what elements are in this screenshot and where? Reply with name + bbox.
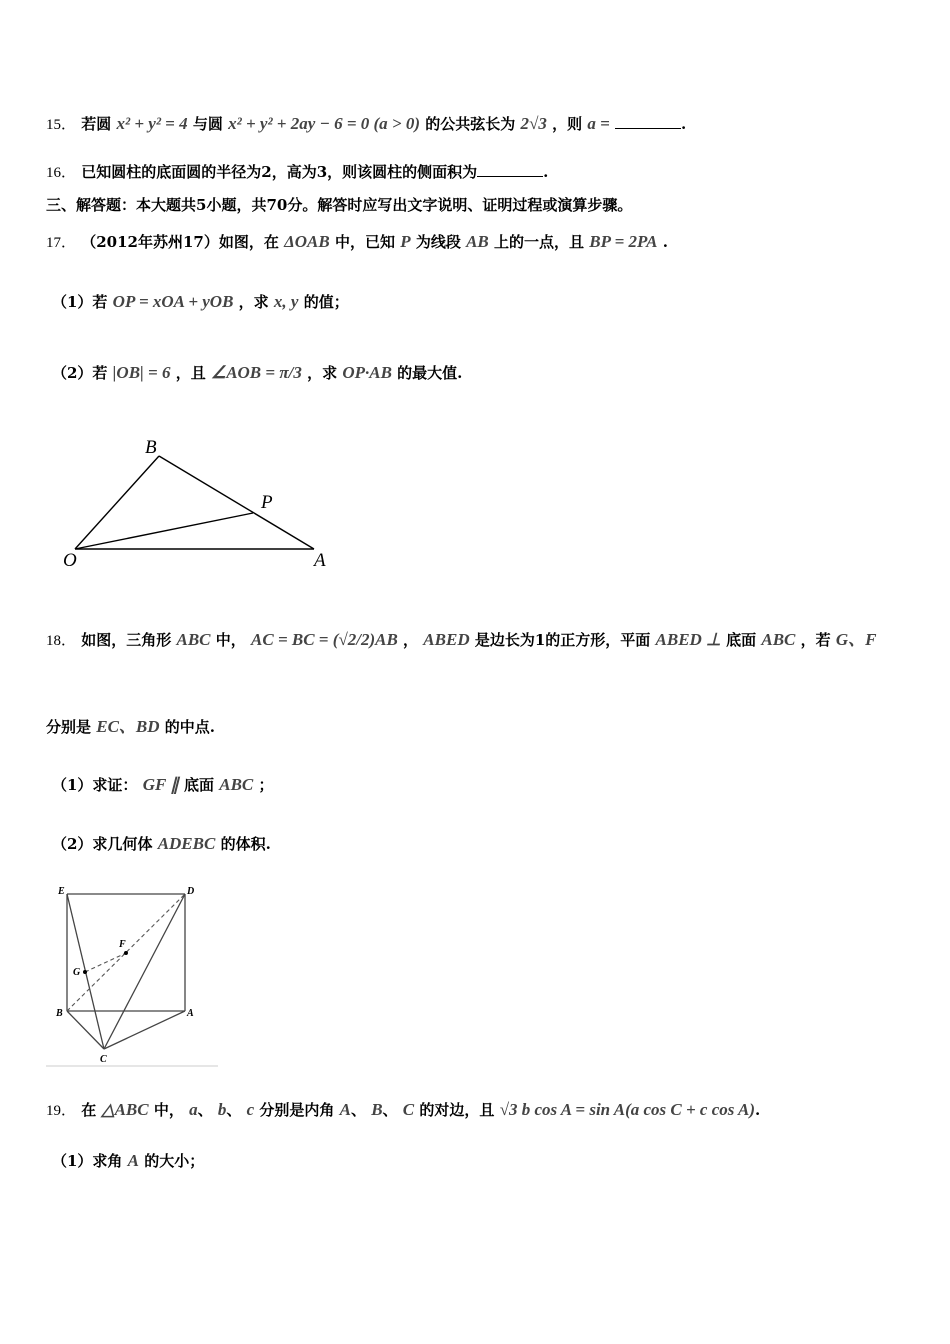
q17-condition: BP = 2PA xyxy=(589,232,658,251)
label-f: F xyxy=(119,939,126,950)
q18-number: 18． xyxy=(46,633,77,649)
q19-sep-4: 、 xyxy=(382,1101,398,1119)
q18-part-1-mid: 底面 xyxy=(183,776,214,794)
q19-end: . xyxy=(755,1101,761,1119)
point-f xyxy=(124,951,128,955)
q18-condition: AC = BC = (√2/2)AB xyxy=(251,630,398,649)
q17-part-2-dot-product: OP·AB xyxy=(342,363,392,382)
question-15 xyxy=(46,112,686,137)
q19-text-2: 中， xyxy=(153,1101,184,1119)
q19-side-c: c xyxy=(246,1100,255,1119)
q18-text-5: 底面 xyxy=(726,631,757,649)
label-p: P xyxy=(261,492,273,513)
q18-part-1-abc: ABC xyxy=(219,775,254,794)
q18-perp: ABED ⊥ xyxy=(655,630,721,649)
q17-source: （2012年苏州17）如图，在 xyxy=(81,233,279,251)
q15-text-3: 的公共弦长为 xyxy=(425,115,516,133)
q17-segment-ab: AB xyxy=(466,232,489,251)
question-16 xyxy=(46,160,548,185)
q17-figure xyxy=(55,430,345,575)
q17-part-2-angle: ∠AOB = π/3 xyxy=(210,363,302,382)
q19-side-b: b xyxy=(217,1100,227,1119)
q19-number: 19． xyxy=(46,1103,77,1119)
q17-number: 17． xyxy=(46,235,77,251)
q18-line-2-prefix: 分别是 xyxy=(46,718,92,736)
q17-part-2-mid: ，且 xyxy=(175,364,206,382)
q17-part-1-prefix: （1）若 xyxy=(52,293,108,311)
q19-side-a: a xyxy=(189,1100,198,1119)
q15-circle-2-equation: x² + y² + 2ay − 6 = 0 (a > 0) xyxy=(228,114,421,133)
q17-part-2-end: 的最大值. xyxy=(397,364,463,382)
q17-part-1-equation: OP = xOA + yOB xyxy=(112,292,234,311)
q18-part-1-gf: GF ∥ xyxy=(142,775,179,794)
q18-line-2-end: 的中点. xyxy=(164,718,216,736)
q19-sep-1: 、 xyxy=(197,1101,213,1119)
question-18 xyxy=(46,628,877,653)
q15-text-1: 若圆 xyxy=(81,115,112,133)
q16-answer-blank[interactable] xyxy=(477,162,543,177)
q17-text-1: 中，已知 xyxy=(334,233,395,251)
q18-part-2-solid: ADEBC xyxy=(157,834,216,853)
label-e: E xyxy=(58,886,65,897)
q17-part-2-mid-2: ，求 xyxy=(307,364,338,382)
q17-part-2-prefix: （2）若 xyxy=(52,364,108,382)
q18-part-2-prefix: （2）求几何体 xyxy=(52,835,153,853)
q18-square: ABED xyxy=(423,630,470,649)
edge-ba xyxy=(159,456,314,549)
q15-chord-length: 2√3 xyxy=(520,114,547,133)
q19-text-3: 分别是内角 xyxy=(259,1101,335,1119)
q18-text-1: 如图，三角形 xyxy=(81,631,172,649)
q17-part-2-norm: |OB| = 6 xyxy=(112,363,171,382)
q15-text-2: 与圆 xyxy=(192,115,223,133)
question-17 xyxy=(46,230,668,255)
q18-points-gf: G、F xyxy=(835,630,877,649)
q15-answer-blank[interactable] xyxy=(615,114,681,129)
q15-end: . xyxy=(681,115,687,133)
q19-text-1: 在 xyxy=(81,1101,97,1119)
q17-part-1-vars: x, y xyxy=(273,292,299,311)
q18-text-2: 中， xyxy=(215,631,246,649)
point-g xyxy=(83,970,87,974)
q17-part-1-mid: ，求 xyxy=(238,293,269,311)
q15-variable: a = xyxy=(587,114,610,133)
label-g: G xyxy=(73,967,81,978)
q19-part-1-prefix: （1）求角 xyxy=(52,1152,123,1170)
figure-frame xyxy=(46,882,218,1067)
label-a: A xyxy=(187,1008,194,1019)
q19-angle-b: B xyxy=(371,1100,383,1119)
q18-part-2-end: 的体积. xyxy=(220,835,271,853)
label-o: O xyxy=(63,550,77,571)
q18-text-6: ，若 xyxy=(800,631,831,649)
label-a: A xyxy=(314,550,326,571)
q18-text-3: ， xyxy=(403,631,419,649)
q17-text-2: 为线段 xyxy=(415,233,461,251)
q17-part-2 xyxy=(52,361,462,385)
q18-part-1 xyxy=(52,773,274,797)
label-c: C xyxy=(100,1054,107,1065)
q15-circle-1-equation: x² + y² = 4 xyxy=(116,114,188,133)
label-b: B xyxy=(56,1008,63,1019)
q18-segments: EC、BD xyxy=(96,717,160,736)
section-3-heading: 三、解答题：本大题共5小题，共70分。解答时应写出文字说明、证明过程或演算步骤。 xyxy=(46,196,633,214)
q18-text-4: 是边长为1的正方形，平面 xyxy=(474,631,651,649)
label-b: B xyxy=(145,437,157,458)
q15-text-4: ，则 xyxy=(552,115,583,133)
q19-sep-2: 、 xyxy=(226,1101,242,1119)
q19-triangle: △ABC xyxy=(101,1100,149,1119)
question-19 xyxy=(46,1098,760,1123)
q18-triangle: ABC xyxy=(176,630,211,649)
q19-angle-c: C xyxy=(402,1100,415,1119)
q18-base: ABC xyxy=(761,630,796,649)
q17-part-1 xyxy=(52,290,349,314)
q19-angle-a: A xyxy=(339,1100,351,1119)
label-d: D xyxy=(187,886,195,897)
q18-part-1-prefix: （1）求证： xyxy=(52,776,138,794)
q19-text-4: 的对边，且 xyxy=(419,1101,495,1119)
q16-text: 已知圆柱的底面圆的半径为2，高为3，则该圆柱的侧面积为 xyxy=(81,163,478,181)
q19-part-1 xyxy=(52,1149,204,1173)
q19-part-1-angle: A xyxy=(127,1151,140,1170)
q17-text-3: 上的一点，且 xyxy=(494,233,585,251)
q19-sep-3: 、 xyxy=(350,1101,366,1119)
q18-line-2 xyxy=(46,715,215,739)
q19-equation: √3 b cos A = sin A(a cos C + c cos A) xyxy=(499,1100,755,1119)
q18-part-2 xyxy=(52,832,271,856)
q18-figure xyxy=(46,882,218,1068)
q17-point-p: P xyxy=(400,232,411,251)
q15-number: 15． xyxy=(46,117,77,133)
q16-number: 16． xyxy=(46,165,77,181)
q17-end: . xyxy=(662,233,668,251)
q16-end: . xyxy=(543,163,549,181)
q17-part-1-end: 的值； xyxy=(303,293,349,311)
q17-triangle: ΔOAB xyxy=(284,232,330,251)
q19-part-1-end: 的大小； xyxy=(144,1152,205,1170)
q18-part-1-end: ； xyxy=(258,776,274,794)
